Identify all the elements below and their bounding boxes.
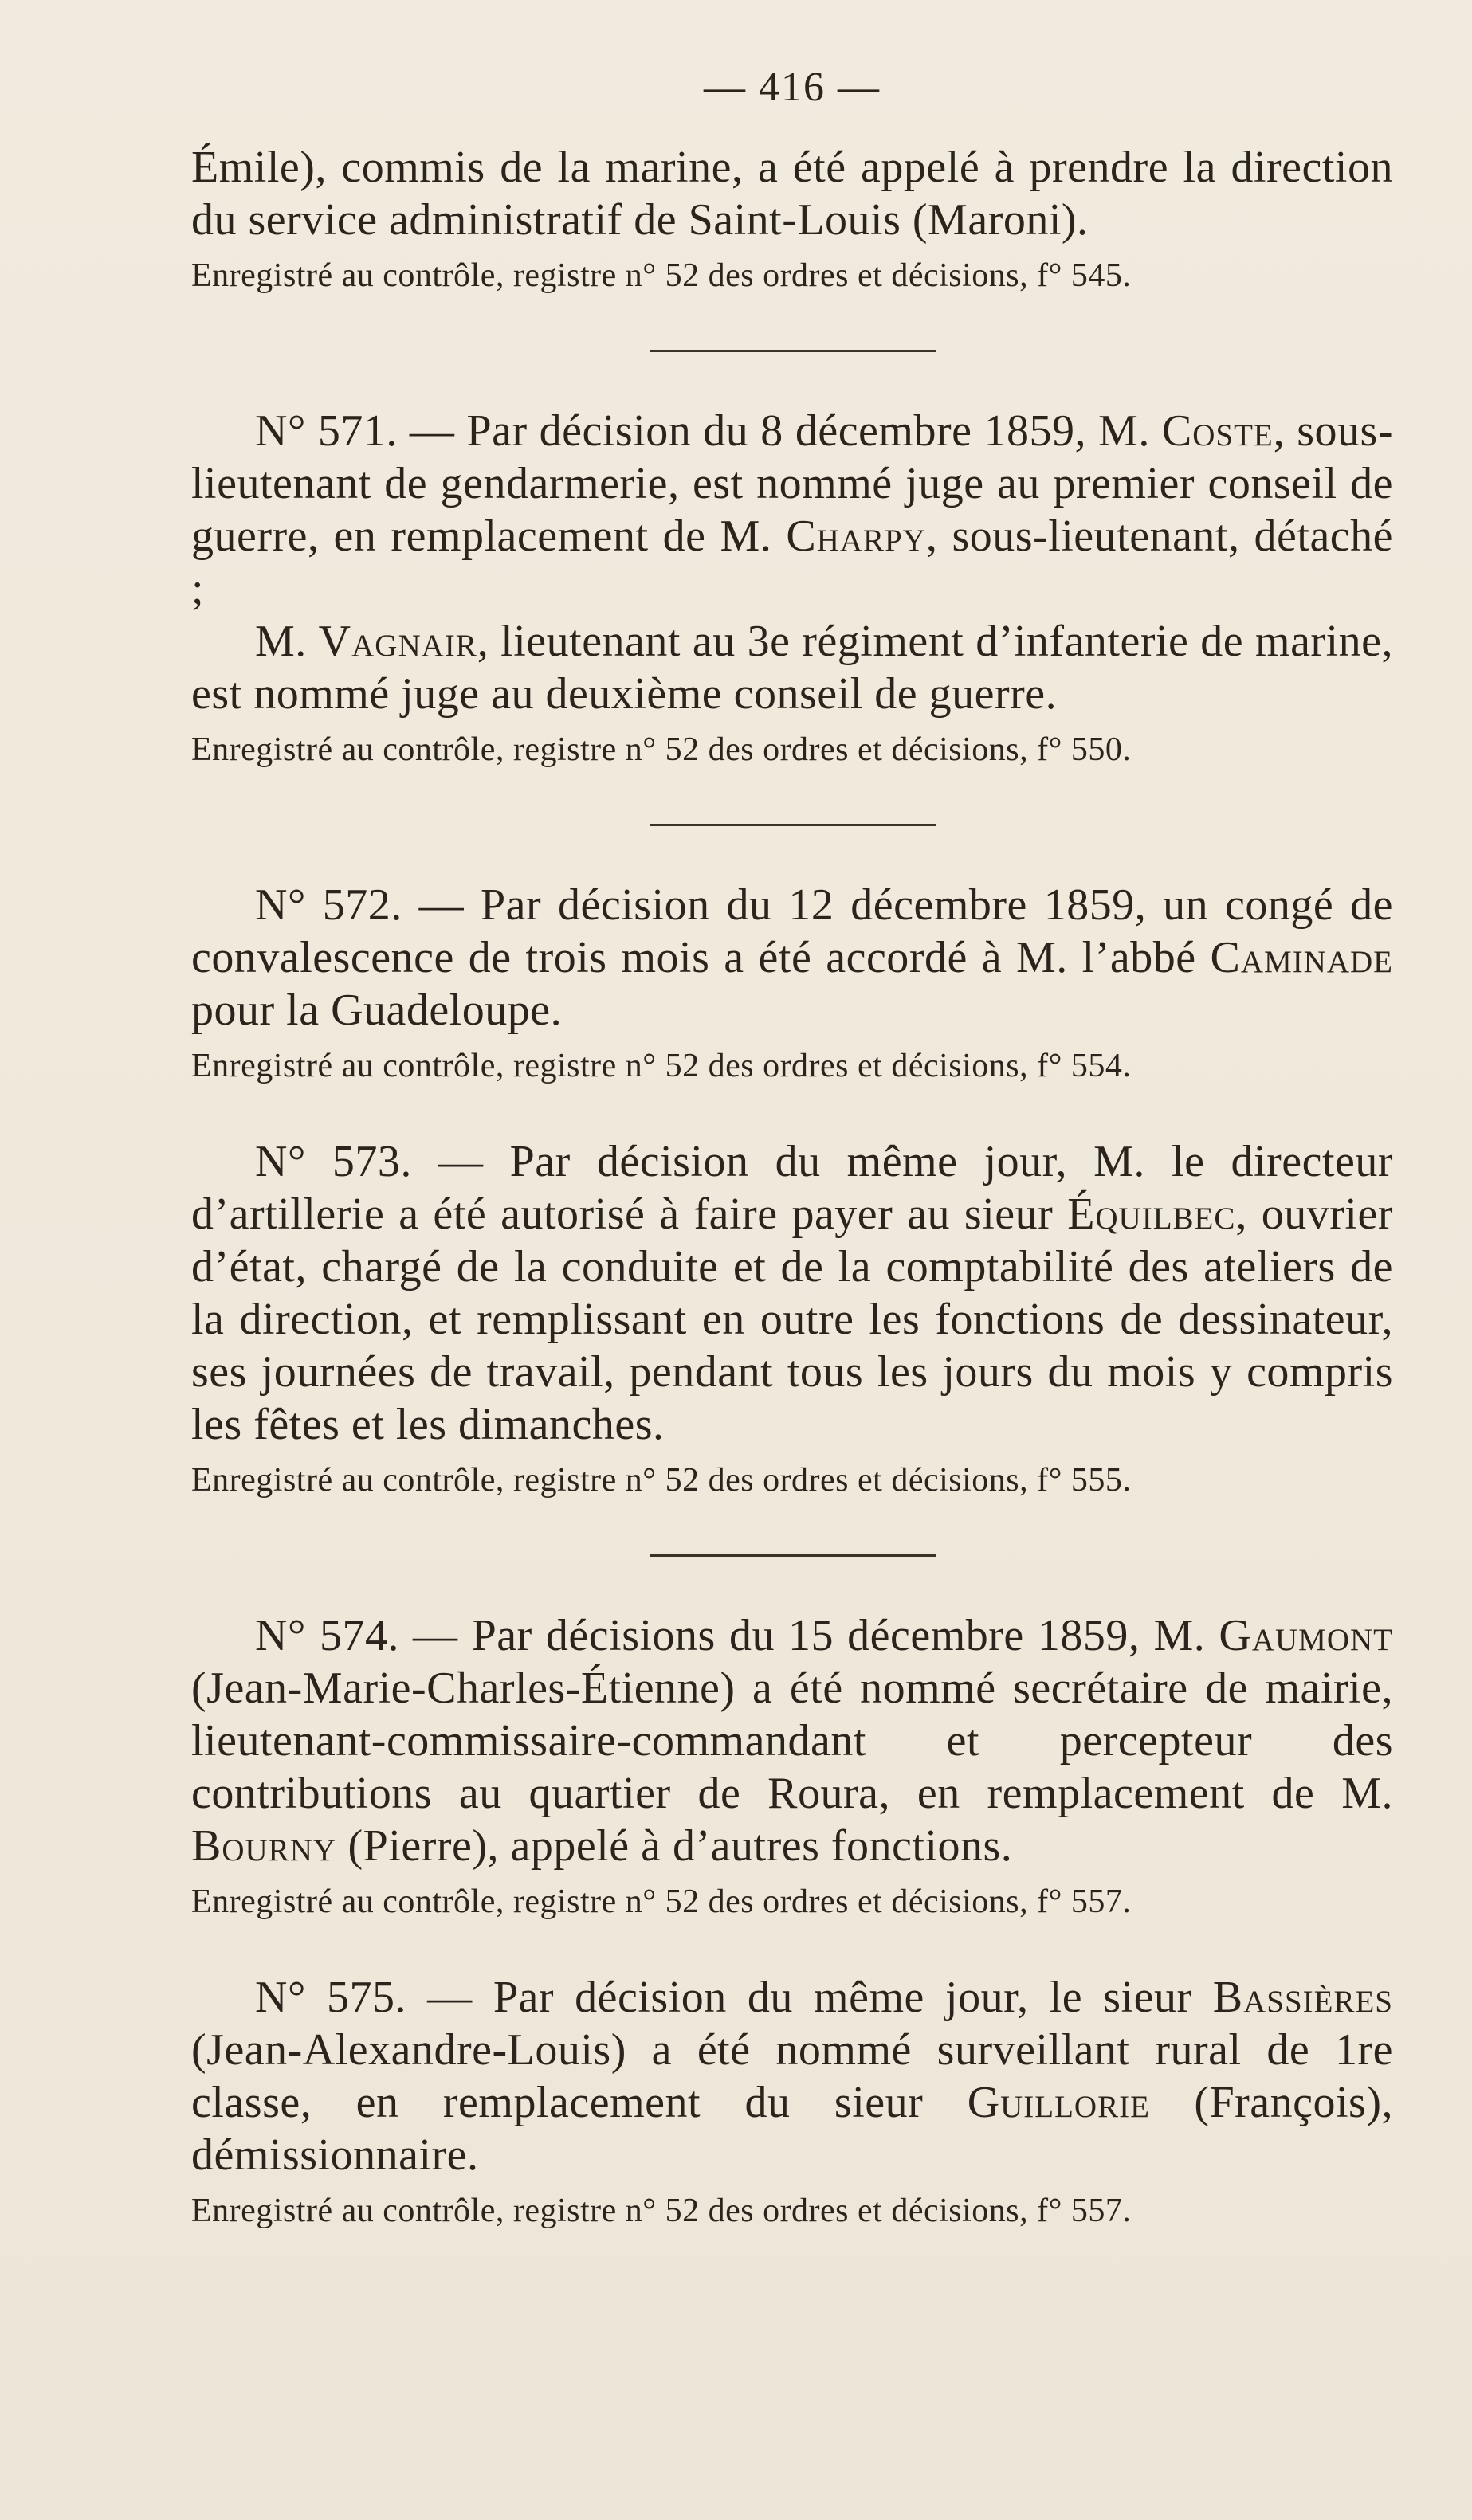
entry-572 [191, 879, 1393, 1089]
spacer [191, 1089, 1393, 1135]
person-name: Coste [1161, 406, 1274, 456]
page-number: — 416 — [704, 65, 881, 110]
spacer [191, 1925, 1393, 1971]
person-name: Vagnair [318, 617, 477, 666]
entry-number: N° 575. [255, 1973, 406, 2022]
person-name: Gaumont [1219, 1611, 1394, 1660]
separator-rule [650, 1554, 936, 1557]
entry-number: N° 573. [255, 1137, 412, 1186]
entry-continuation [191, 141, 1393, 299]
person-name: Équilbec [1067, 1189, 1236, 1239]
person-name: Bourny [191, 1821, 337, 1871]
entry-body: N° 571. — Par décision du 8 décembre 1859, M. Coste, sous-lieutenant de gendarmerie, est nommé juge au premier conseil de guerre, en remplacement de M. Charpy, sous-lieutenant, détaché ; [191, 406, 1394, 613]
entry-body: M. Vagnair, lieutenant au 3e régiment d’infanterie de marine, est nommé juge au deuxième conseil de guerre. [191, 617, 1393, 719]
registration-note: Enregistré au contrôle, registre n° 52 des ordres et décisions, f° 555. [191, 1462, 1132, 1499]
entry-number: N° 571. [255, 406, 398, 456]
entry-body: N° 572. — Par décision du 12 décembre 1859, un congé de convalescence de trois mois a été accordé à M. l’abbé Caminade pour la Guadeloupe. [191, 880, 1393, 1035]
registration-note: Enregistré au contrôle, registre n° 52 des ordres et décisions, f° 554. [191, 1048, 1132, 1084]
person-name: Caminade [1210, 933, 1393, 982]
person-name: Charpy [786, 511, 926, 561]
registration-note: Enregistré au contrôle, registre n° 52 des ordres et décisions, f° 557. [191, 2193, 1132, 2229]
registration-note: Enregistré au contrôle, registre n° 52 des ordres et décisions, f° 550. [191, 731, 1132, 768]
entry-571 [191, 405, 1393, 773]
entry-body: N° 575. — Par décision du même jour, le sieur Bassières (Jean-Alexandre-Louis) a été nommé surveillant rural de 1re classe, en remplacement du sieur Guillorie (François), démissionnaire. [191, 1973, 1393, 2180]
person-name: Bassières [1212, 1973, 1393, 2022]
entry-574 [191, 1609, 1393, 1925]
entry-575 [191, 1971, 1393, 2234]
entry-body: N° 573. — Par décision du même jour, M. le directeur d’artillerie a été autorisé à faire payer au sieur Équilbec, ouvrier d’état, chargé de la conduite et de la comptabilité des ateliers de la direction, et remplissant en outre les fonctions de dessinateur, ses journées de travail, pendant tous les jours du mois y compris les fêtes et les dimanches. [191, 1137, 1394, 1449]
entry-body: Émile), commis de la marine, a été appelé à prendre la direction du service administratif de Saint-Louis (Maroni). [191, 143, 1393, 245]
entry-number: N° 574. [255, 1611, 399, 1660]
separator-rule [650, 824, 936, 826]
entry-573 [191, 1135, 1393, 1503]
entry-body: N° 574. — Par décisions du 15 décembre 1859, M. Gaumont (Jean-Marie-Charles-Étienne) a été nommé secrétaire de mairie, lieutenant-commissaire-commandant et percepteur des contributions au quartier de Roura, en remplacement de M. Bourny (Pierre), appelé à d’autres fonctions. [191, 1611, 1394, 1871]
text-column [191, 64, 1393, 2234]
registration-note: Enregistré au contrôle, registre n° 52 des ordres et décisions, f° 545. [191, 257, 1132, 294]
registration-note: Enregistré au contrôle, registre n° 52 des ordres et décisions, f° 557. [191, 1883, 1132, 1920]
entry-number: N° 572. [255, 880, 402, 930]
person-name: Guillorie [967, 2078, 1150, 2127]
separator-rule [650, 350, 936, 352]
